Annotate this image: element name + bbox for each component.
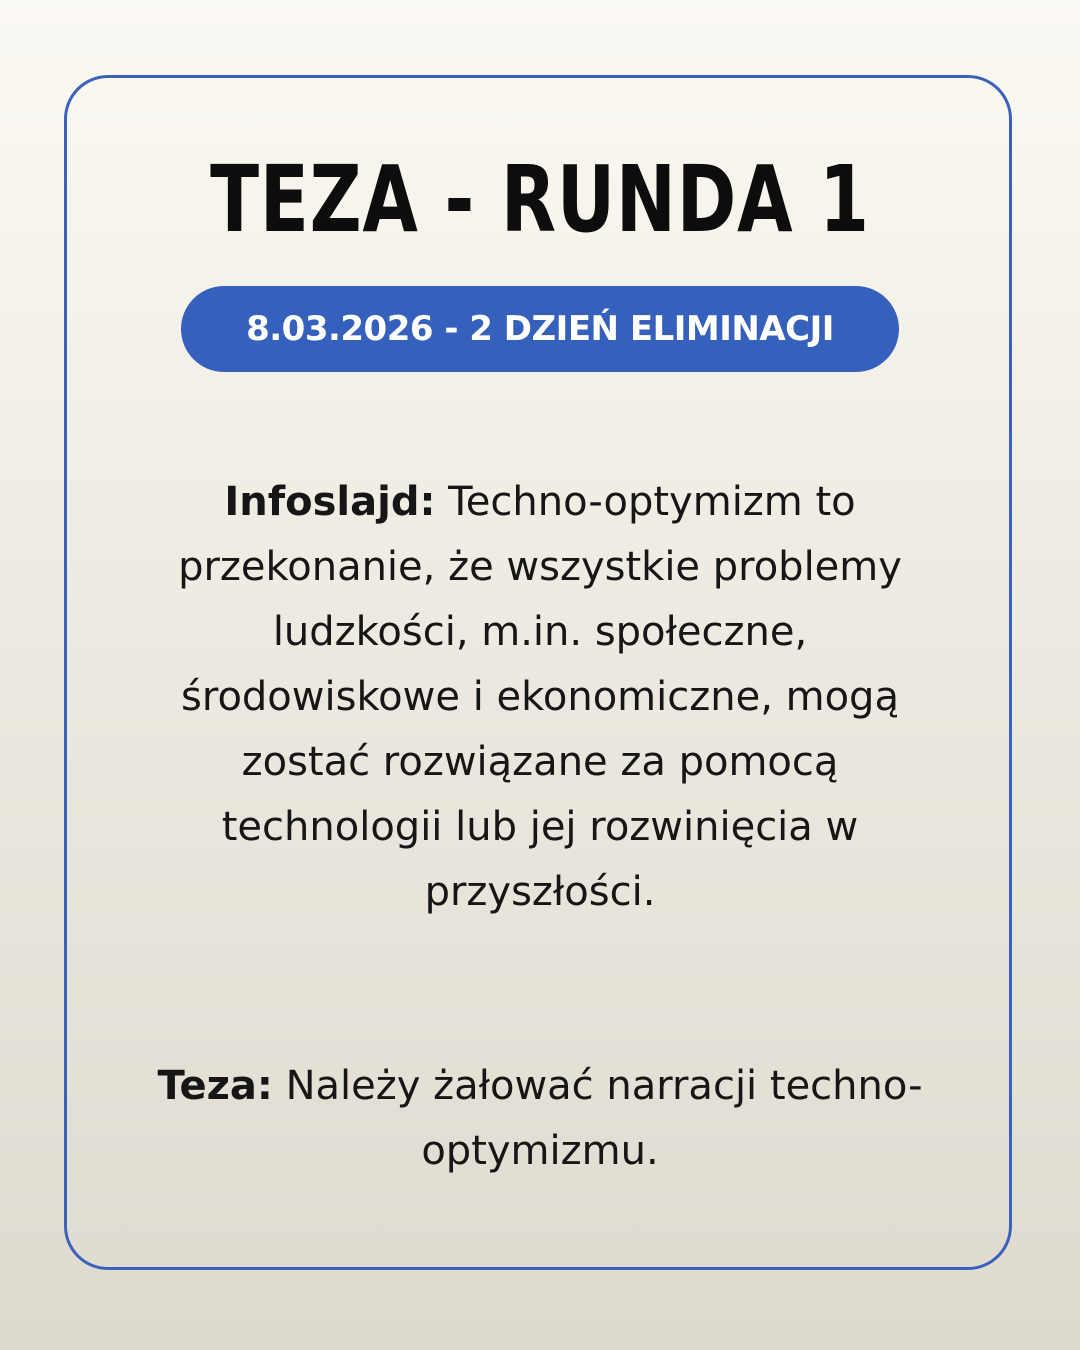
teza-paragraph	[150, 1054, 930, 1184]
date-badge-label: 8.03.2026 - 2 DZIEŃ ELIMINACJI	[246, 309, 834, 349]
date-badge	[181, 286, 899, 372]
page-title: TEZA - RUNDA 1	[210, 146, 870, 253]
teza-label: Teza:	[157, 1063, 273, 1109]
infoslajd-label: Infoslajd:	[224, 479, 436, 525]
infoslajd-paragraph	[150, 470, 930, 925]
teza-text: Należy żałować narracji techno-optymizmu.	[285, 1063, 923, 1174]
infoslajd-text: Techno-optymizm to przekonanie, że wszystkie problemy ludzkości, m.in. społeczne, środowiskowe i ekonomiczne, mogą zostać rozwiązane za pomocą technologii lub jej rozwinięcia w przyszłości.	[178, 479, 902, 915]
